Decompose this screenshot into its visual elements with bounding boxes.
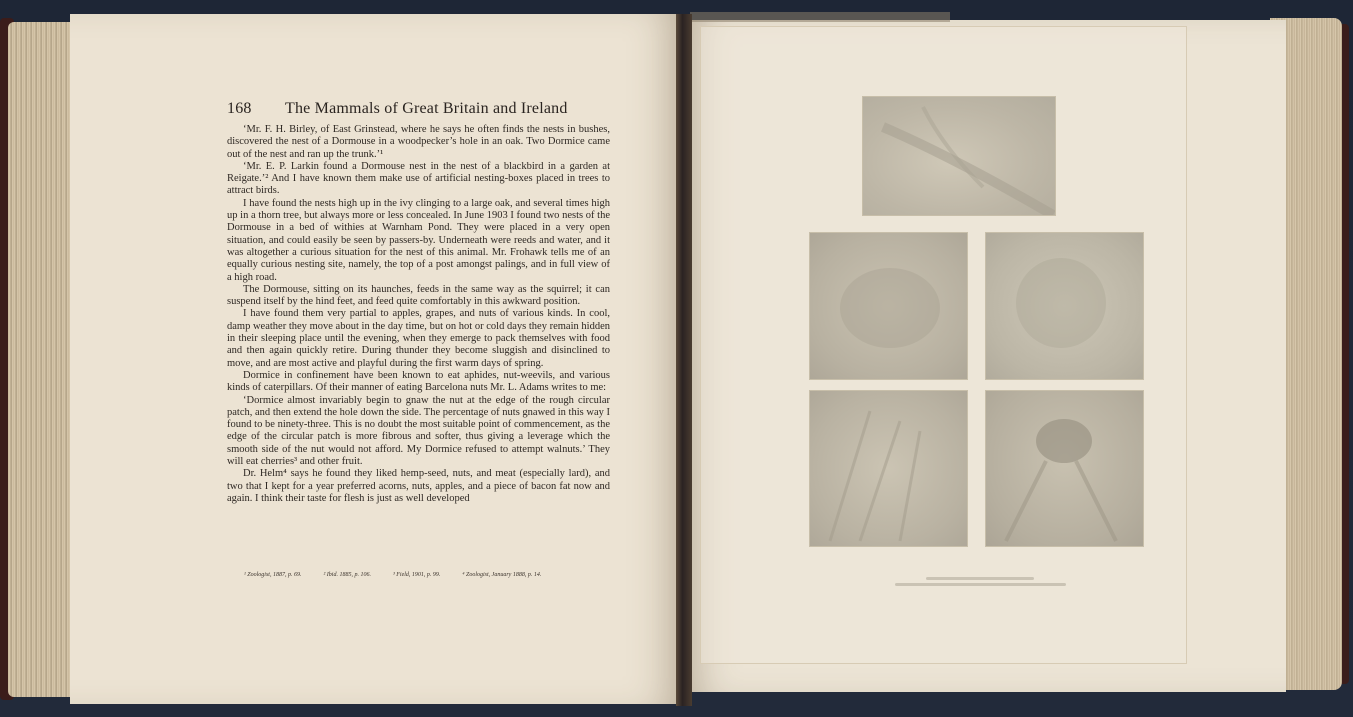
photo-plate-top	[862, 96, 1056, 216]
paragraph: Dormice in confinement have been known to eat aphides, nut-weevils, and various kinds of caterpillars. Of their manner of eating Barcelona nuts Mr. L. Adams writes to me:	[227, 369, 610, 394]
photo-plate-middle-right	[985, 232, 1144, 380]
book-gutter	[676, 14, 692, 706]
dormouse-photo-image	[986, 391, 1143, 546]
paragraph: Dr. Helm⁴ says he found they liked hemp-seed, nuts, and meat (especially lard), and two that I kept for a year preferred acorns, nuts, apples, and a piece of bacon fat now and again. I think their taste for flesh is just as well developed	[227, 468, 610, 504]
paragraph: ‘Dormice almost invariably begin to gnaw the nut at the edge of the rough circular patch, and then extend the hole down the side. The percentage of nuts gnawed in this way I found to be ninety-three. This is no doubt the most suitable point of commencement, as the edge of the circular patch is more fibrous and softer, thus giving a leverage which the smooth side of the nut would not afford. My Dormice refused to attempt walnuts.’ They will eat cherries³ and other fruit.	[227, 394, 610, 468]
footnote: ¹ Zoologist, 1887, p. 69.	[244, 572, 302, 578]
footnotes	[244, 572, 634, 578]
paragraph: The Dormouse, sitting on its haunches, feeds in the same way as the squirrel; it can suspend itself by the hind feet, and feed quite comfortably in this awkward position.	[227, 283, 610, 308]
grass-photo-image	[810, 391, 967, 546]
left-page-edges	[8, 22, 78, 697]
foliage-photo-image	[986, 233, 1143, 379]
footnote: ⁴ Zoologist, January 1888, p. 14.	[462, 572, 542, 578]
photo-plate-bottom-right	[985, 390, 1144, 547]
foliage-photo-image	[810, 233, 967, 379]
paragraph: I have found them very partial to apples, grapes, and nuts of various kinds. In cool, damp weather they move about in the day time, but on hot or cold days they remain hidden in their sleeping place until the evening, when they emerge to pack themselves with food and then again quickly retire. During thunder they become sluggish and disinclined to move, and are most active and playful during the first warm days of spring.	[227, 308, 610, 369]
footnote: ³ Field, 1901, p. 99.	[392, 572, 441, 578]
running-head	[227, 100, 627, 118]
running-title: The Mammals of Great Britain and Ireland	[285, 100, 568, 117]
page-number: 168	[227, 100, 252, 117]
footnote: ² Ibid. 1885, p. 106.	[323, 572, 371, 578]
faint-plate-caption	[890, 574, 1070, 592]
paragraph: I have found the nests high up in the ivy clinging to a large oak, and several times high up in a thorn tree, but always more or less concealed. In June 1903 I found two nests of the Dormouse in a bed of withies at Warnham Pond. They were placed in a very open situation, and could easily be seen by passers-by. Underneath were reeds and water, and it was altogether a curious situation for the nest of this animal. Mr. Frohawk tells me of an equally curious nesting site, namely, the top of a post amongst palings, and in full view of a high road.	[227, 197, 610, 283]
photo-plate-bottom-left	[809, 390, 968, 547]
branch-photo-image	[863, 97, 1055, 215]
paragraph: ‘Mr. E. P. Larkin found a Dormouse nest in the nest of a blackbird in a garden at Reigate.’² And I have known them make use of artificial nesting-boxes placed in trees to attract birds.	[227, 160, 610, 197]
photo-plate-middle-left	[809, 232, 968, 380]
paragraph: ‘Mr. F. H. Birley, of East Grinstead, where he says he often finds the nests in bushes, discovered the nest of a Dormouse in a woodpecker’s hole in an oak. Two Dormice came out of the nest and ran up the trunk.’¹	[227, 124, 610, 160]
body-text	[227, 124, 610, 505]
binding-strip	[690, 12, 950, 22]
